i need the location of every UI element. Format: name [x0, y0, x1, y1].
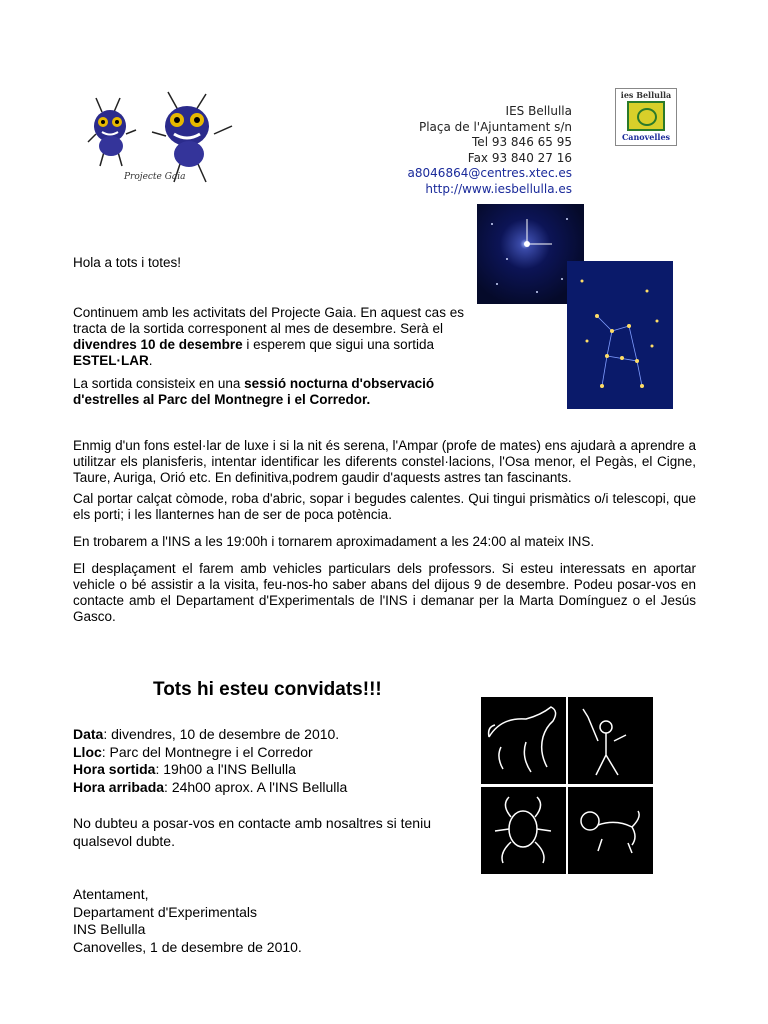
- detail-place: Lloc: Parc del Montnegre i el Corredor: [73, 743, 313, 760]
- closing-school: INS Bellulla: [73, 921, 146, 937]
- constellation-lines-icon: [567, 261, 673, 409]
- school-phone: Tel 93 846 65 95: [472, 135, 572, 149]
- school-name: IES Bellulla: [505, 104, 572, 118]
- projecte-gaia-logo: [86, 90, 242, 190]
- closing-signature: [73, 886, 302, 956]
- body-section: [73, 438, 696, 625]
- closing-salutation: Atentament,: [73, 886, 149, 902]
- logo-emblem: [627, 101, 665, 131]
- lion-constellation-icon: [568, 787, 653, 874]
- body-paragraph-3: En trobarem a l'INS a les 19:00h i tornarem aproximadament a les 24:00 al mateix INS.: [73, 534, 595, 549]
- closing-date: Canovelles, 1 de desembre de 2010.: [73, 938, 302, 955]
- cancer-figure: [481, 787, 566, 874]
- detail-departure: Hora sortida: 19h00 a l'INS Bellulla: [73, 761, 296, 777]
- bear-figure: [481, 697, 566, 784]
- school-address: [360, 104, 572, 197]
- event-details: [73, 726, 473, 796]
- closing-department: Departament d'Experimentals: [73, 903, 257, 920]
- school-email-link[interactable]: a8046864@centres.xtec.es: [407, 166, 572, 180]
- ies-bellulla-logo: [615, 88, 677, 146]
- leo-figure: [568, 787, 653, 874]
- body-paragraph-2: Cal portar calçat còmode, roba d'abric, sopar i begudes calentes. Qui tingui prismàtics o/i telescopi, que els porti; i les llanternes han de ser de poca potència.: [73, 491, 696, 522]
- hercules-figure: [568, 697, 653, 784]
- detail-date: Data: divendres, 10 de desembre de 2010.: [73, 726, 340, 742]
- school-website-link[interactable]: http://www.iesbellulla.es: [425, 181, 572, 196]
- contact-note: No dubteu a posar-vos en contacte amb nosaltres si teniu qualsevol dubte.: [73, 815, 431, 849]
- intro-paragraph-1: Continuem amb les activitats del Projecte Gaia. En aquest cas es tracta de la sortida corresponent al mes de desembre. Serà el divendres 10 de desembre i esperem que sigui una sortida ESTEL·LAR.: [73, 305, 464, 368]
- intro-paragraph-2: La sortida consisteix en una sessió nocturna d'observació d'estrelles al Parc del Montnegre i el Corredor.: [73, 376, 435, 407]
- crab-constellation-icon: [481, 787, 566, 874]
- logo-top-text: ies Bellulla: [620, 90, 672, 100]
- intro-section: [73, 305, 465, 408]
- school-fax: Fax 93 840 27 16: [467, 150, 572, 165]
- logo-caption: Projecte Gaia: [124, 172, 186, 182]
- body-paragraph-1: Enmig d'un fons estel·lar de luxe i si la nit és serena, l'Ampar (profe de mates) ens ajudarà a aprendre a utilitzar els planisferis, intentar identificar les diferents constel·lacions, l'Osa menor, el Pegàs, el Cigne, Taure, Auriga, Orió etc. En definitiva,podrem gaudir d'aquests astres tan fascinants.: [73, 438, 696, 485]
- invite-title: Tots hi esteu convidats!!!: [153, 679, 382, 700]
- school-street: Plaça de l'Ajuntament s/n: [418, 119, 572, 134]
- logo-bottom-text: Canovelles: [621, 132, 671, 142]
- hercules-constellation-icon: [568, 697, 653, 784]
- bear-constellation-icon: [481, 697, 566, 784]
- body-paragraph-4: El desplaçament el farem amb vehicles particulars dels professors. Si esteu interessats en aportar vehicle o bé assistir a la visita, feu-nos-ho saber abans del dijous 9 de desembre. Podeu posar-vos en contacte amb el Departament d'Experimentals de l'INS i demanar per la Marta Domínguez o el Jesús Gasco.: [73, 561, 696, 624]
- zodiac-figures-grid: [481, 697, 653, 874]
- orion-constellation-chart: [567, 261, 673, 409]
- greeting: Hola a tots i totes!: [73, 255, 182, 270]
- detail-arrival: Hora arribada: 24h00 aprox. A l'INS Bellulla: [73, 778, 348, 795]
